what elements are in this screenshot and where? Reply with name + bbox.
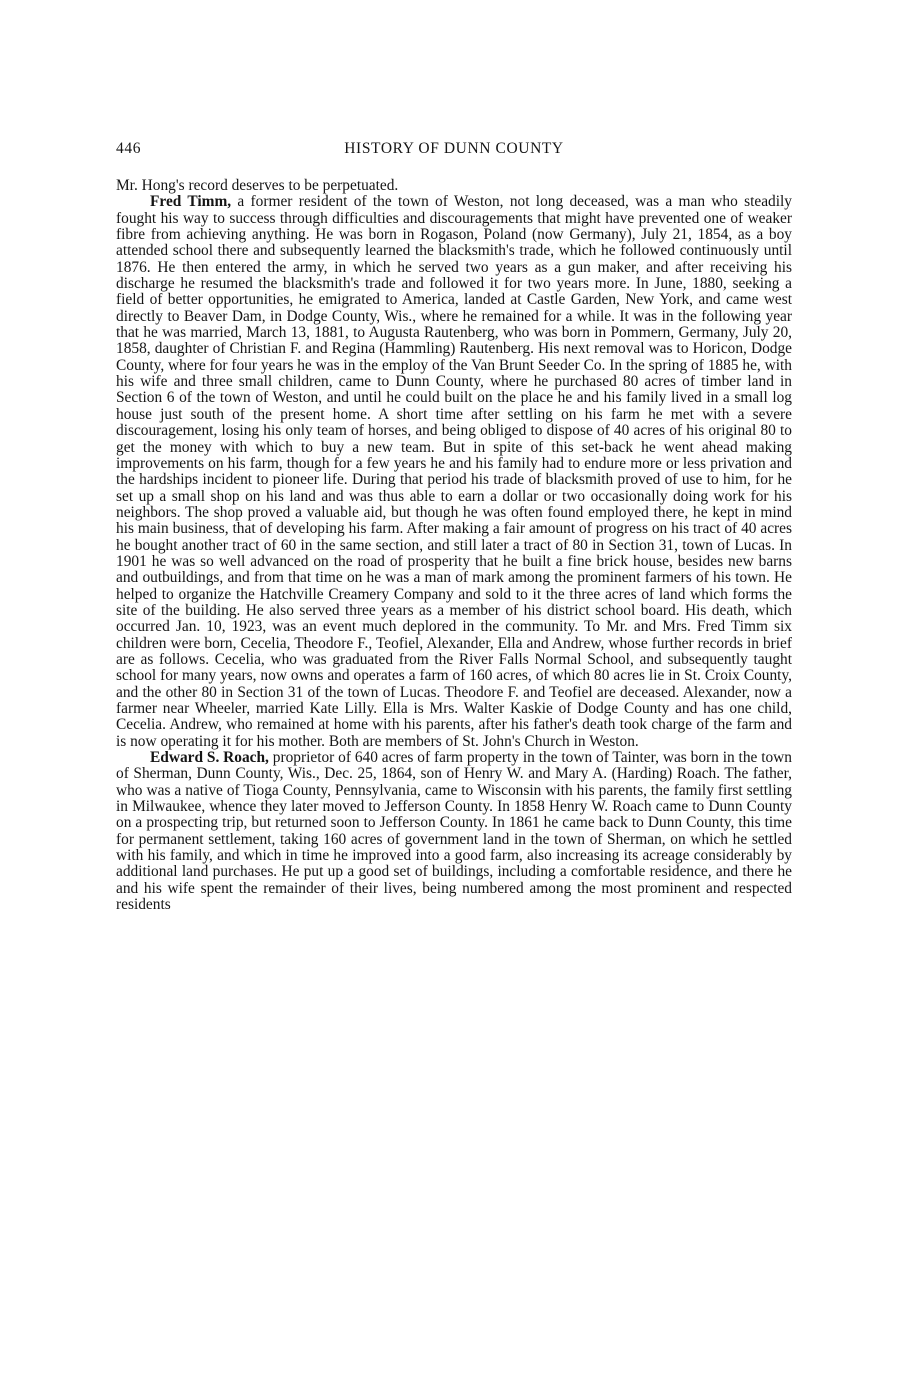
- biography-text-fred-timm: a former resident of the town of Weston, not long deceased, was a man who steadily fought his way to success through difficulties and discouragements that might have prevented one of weaker fibre from achieving anything. He was born in Rogason, Poland (now Germany), July 21, 1854, as a boy attended school there and subsequently learned the blacksmith's trade, which he followed continuously until 1876. He then entered the army, in which he served two years as a gun maker, and after receiving his discharge he resumed the blacksmith's trade and followed it for two years more. In June, 1880, seeking a field of better opportunities, he emigrated to America, landed at Castle Garden, New York, and came west directly to Beaver Dam, in Dodge County, Wis., where he remained for a while. It was in the following year that he was married, March 13, 1881, to Augusta Rautenberg, who was born in Pommern, Germany, July 20, 1858, daughter of Christian F. and Regina (Hammling) Rautenberg. His next removal was to Horicon, Dodge County, where for four years he was in the employ of the Van Brunt Seeder Co. In the spring of 1885 he, with his wife and three small children, came to Dunn County, where he purchased 80 acres of timber land in Section 6 of the town of Weston, and until he could built on the place he and his family lived in a small log house just south of the present home. A short time after settling on his farm he met with a severe discouragement, losing his only team of horses, and being obliged to dispose of 40 acres of his original 80 to get the money with which to buy a new team. But in spite of this set-back he went ahead making improvements on his farm, though for a few years he and his family had to endure more or less privation and the hardships incident to pioneer life. During that period his trade of blacksmith proved of use to him, for he set up a small shop on his land and was thus able to earn a dollar or two occasionally doing work for his neighbors. The shop proved a valuable aid, but though he was often found employed there, he kept in mind his main business, that of developing his farm. After making a fair amount of progress on his tract of 40 acres he bought another tract of 60 in the same section, and still later a tract of 80 in Section 31, town of Lucas. In 1901 he was so well advanced on the road of prosperity that he built a fine brick house, besides new barns and outbuildings, and from that time on he was a man of mark among the prominent farmers of his town. He helped to organize the Hatchville Creamery Company and sold to it the three acres of land which forms the site of the building. He also served three years as a member of his district school board. His death, which occurred Jan. 10, 1923, was an event much deplored in the community. To Mr. and Mrs. Fred Timm six children were born, Cecelia, Theodore F., Teofiel, Alexander, Ella and Andrew, whose further records in brief are as follows. Cecelia, who was graduated from the River Falls Normal School, and subsequently taught school for many years, now owns and operates a farm of 160 acres, of which 80 acres lie in St. Croix County, and the other 80 in Section 31 of the town of Lucas. Theodore F. and Teofiel are deceased. Alexander, now a farmer near Wheeler, married Kate Lilly. Ella is Mrs. Walter Kaskie of Dodge County and has one child, Cecelia. Andrew, who remained at home with his parents, after his father's death took charge of the farm and is now operating it for his mother. Both are members of St. John's Church in Weston.: [116, 193, 792, 750]
- biography-name-fred-timm: Fred Timm,: [150, 193, 232, 211]
- book-page: [116, 140, 792, 913]
- page-number: 446: [116, 140, 142, 157]
- paragraph-fred-timm: [116, 194, 792, 750]
- paragraph-edward-roach: [116, 750, 792, 913]
- body-text: [116, 178, 792, 913]
- biography-name-edward-roach: Edward S. Roach,: [150, 749, 269, 767]
- paragraph-continuation: Mr. Hong's record deserves to be perpetuated.: [116, 177, 399, 194]
- running-header: [116, 140, 792, 166]
- biography-text-edward-roach: proprietor of 640 acres of farm property in the town of Tainter, was born in the town of Sherman, Dunn County, Wis., Dec. 25, 1864, son of Henry W. and Mary A. (Harding) Roach. The father, who was a native of Tioga County, Pennsylvania, came to Wisconsin with his parents, the family first settling in Milwaukee, whence they later moved to Jefferson County. In 1858 Henry W. Roach came to Dunn County on a prospecting trip, but returned soon to Jefferson County. In 1861 he came back to Dunn County, this time for permanent settlement, taking 160 acres of government land in the town of Sherman, on which he settled with his family, and which in time he improved into a good farm, also increasing its acreage considerably by additional land purchases. He put up a good set of buildings, including a comfortable residence, and there he and his wife spent the remainder of their lives, being numbered among the most prominent and respected residents: [116, 749, 792, 914]
- running-title: HISTORY OF DUNN COUNTY: [344, 140, 564, 157]
